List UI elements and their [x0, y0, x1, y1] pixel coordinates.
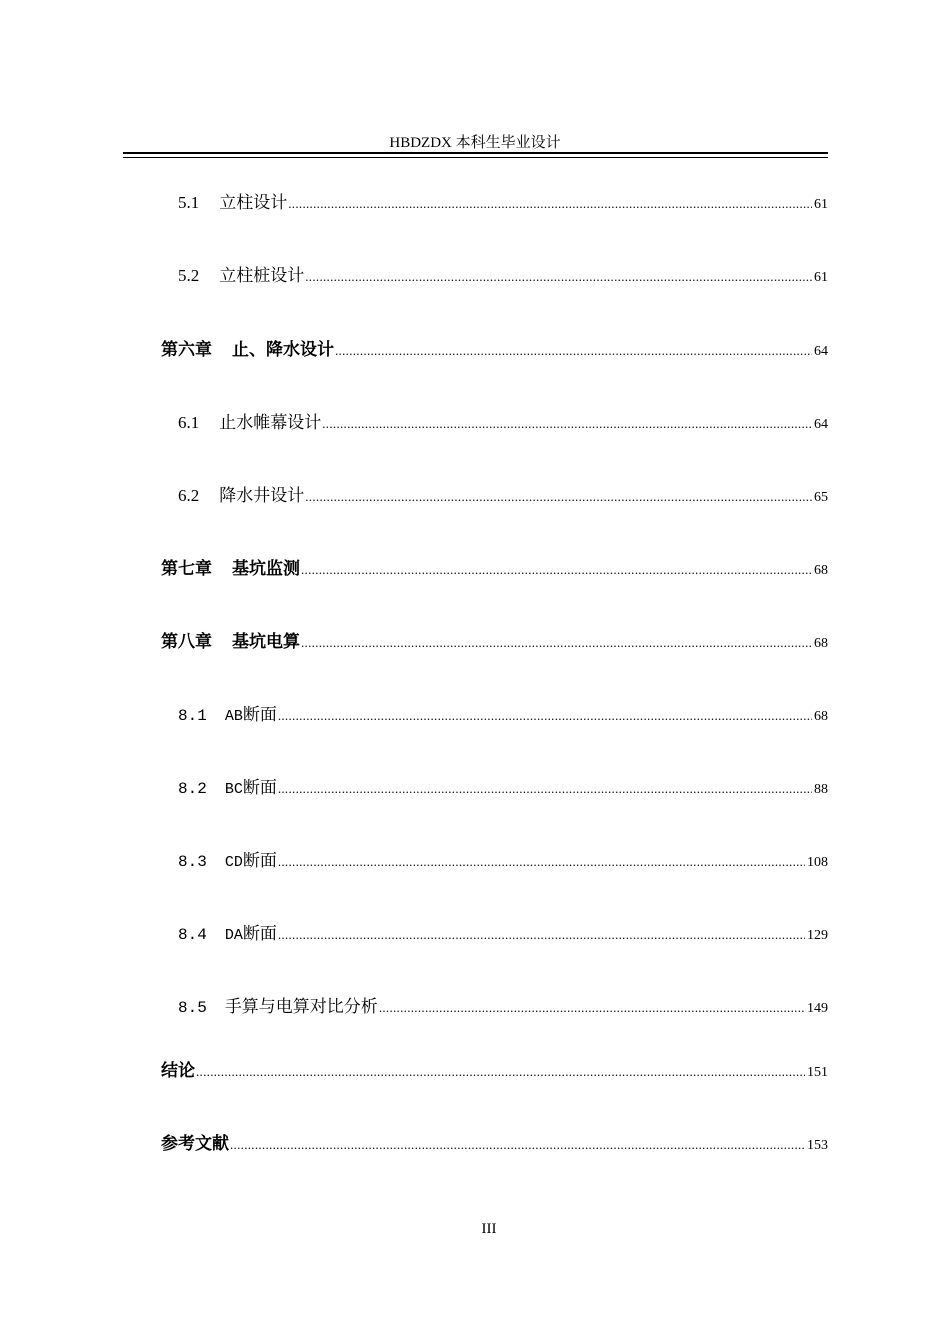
page-header: HBDZDX 本科生毕业设计 — [389, 135, 561, 151]
toc-page-number: 129 — [807, 928, 828, 943]
dot-leader — [301, 635, 812, 651]
toc-page-number: 68 — [814, 636, 828, 651]
toc-entry-chapter-8[interactable]: 第八章 基坑电算 ..... 68 — [161, 627, 828, 651]
toc-entry-8-4[interactable]: 8.4 DA断面 ..... 129 — [178, 919, 828, 943]
dot-leader — [278, 781, 812, 797]
page-number: III — [481, 1221, 497, 1237]
toc-entry-8-1[interactable]: 8.1 AB断面 ..... 68 — [178, 700, 828, 724]
toc-page-number: 151 — [807, 1065, 828, 1080]
toc-page-number: 68 — [814, 563, 828, 578]
toc-entry-8-2[interactable]: 8.2 BC断面 ..... 88 — [178, 773, 828, 797]
toc-entry-8-5[interactable]: 8.5 手算与电算对比分析 ..... 149 — [178, 992, 828, 1016]
toc-entry-chapter-7[interactable]: 第七章 基坑监测 ..... 68 — [161, 554, 828, 578]
dot-leader — [301, 562, 812, 578]
dot-leader — [379, 1000, 805, 1016]
dot-leader — [278, 708, 812, 724]
toc-entry-conclusion[interactable]: 结论 ..... 151 — [161, 1056, 828, 1080]
toc-page-number: 64 — [814, 344, 828, 359]
toc-entry-chapter-6[interactable]: 第六章 止、降水设计 ..... 64 — [161, 335, 828, 359]
toc-entry-6-1[interactable]: 6.1 止水帷幕设计 ..... 64 — [178, 408, 828, 432]
toc-entry-5-2[interactable]: 5.2 立柱桩设计 ..... 61 — [178, 261, 828, 285]
toc-page-number: 61 — [814, 197, 828, 212]
dot-leader — [230, 1137, 805, 1153]
toc-page-number: 61 — [814, 270, 828, 285]
toc-page-number: 88 — [814, 782, 828, 797]
dot-leader — [322, 416, 812, 432]
toc-entry-5-1[interactable]: 5.1 立柱设计 ..... 61 — [178, 188, 828, 212]
toc-page-number: 149 — [807, 1001, 828, 1016]
toc-page-number: 68 — [814, 709, 828, 724]
dot-leader — [278, 854, 805, 870]
toc-entry-8-3[interactable]: 8.3 CD断面 ..... 108 — [178, 846, 828, 870]
dot-leader — [288, 196, 812, 212]
dot-leader — [305, 489, 812, 505]
toc-page-number: 64 — [814, 417, 828, 432]
dot-leader — [335, 343, 812, 359]
header-rule-thick — [123, 152, 828, 154]
toc-page-number: 65 — [814, 490, 828, 505]
toc-page-number: 108 — [807, 855, 828, 870]
toc-entry-references[interactable]: 参考文献 ..... 153 — [161, 1129, 828, 1153]
header-rule-thin — [123, 157, 828, 158]
toc-page-number: 153 — [807, 1138, 828, 1153]
dot-leader — [278, 927, 805, 943]
toc-entry-6-2[interactable]: 6.2 降水井设计 ..... 65 — [178, 481, 828, 505]
dot-leader — [196, 1064, 805, 1080]
dot-leader — [305, 269, 812, 285]
